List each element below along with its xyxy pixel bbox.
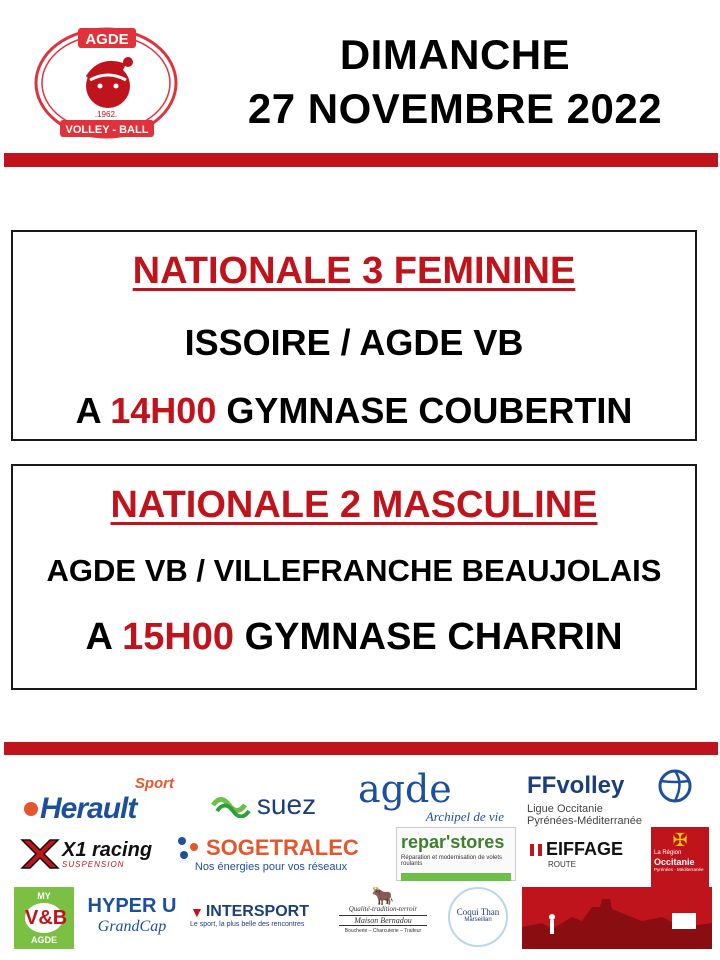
match-1-time-prefix: A (75, 390, 101, 431)
sponsor-reparstores (396, 827, 516, 881)
ffvolley-region: Pyrénées-Méditerranée (527, 815, 642, 827)
sponsor-ffvolley (527, 769, 692, 829)
logo-year: .1962. (94, 110, 118, 119)
herault-sport-label: Sport (134, 775, 174, 792)
occitanie-sub: Pyrénées · Méditerranée (654, 867, 704, 872)
bottom-red-band (4, 742, 718, 755)
vb-name: V&B (25, 903, 63, 933)
club-logo (30, 24, 182, 142)
match-2-title: NATIONALE 2 MASCULINE (110, 484, 598, 526)
eiffage-sub: ROUTE (548, 860, 576, 869)
sponsor-occitanie (651, 827, 709, 887)
suez-name: suez (256, 788, 317, 820)
x1-logo-icon (20, 838, 60, 870)
intersport-arrow-icon: ▼ (190, 904, 204, 920)
reparstores-tagline: Réparation et modernisation de volets roulants (401, 855, 503, 867)
volleyball-icon (658, 769, 692, 803)
hyperu-name: HYPER U (87, 895, 177, 917)
occitanie-cross-icon: ✠ (672, 830, 688, 850)
sogetralec-dots-icon (176, 835, 202, 861)
sogetralec-name: SOGETRALEC (206, 835, 359, 860)
sponsor-city-photo (522, 887, 712, 949)
intersport-tagline: Le sport, la plus belle des rencontres (190, 921, 305, 928)
agde-tagline: Archipel de vie (425, 809, 504, 824)
sponsor-vb (14, 887, 74, 949)
logo-bottom-text: VOLLEY - BALL (65, 124, 149, 136)
sponsor-suez (200, 787, 325, 822)
boucherie-top: Qualité-tradition-terroir (348, 905, 418, 913)
reparstores-bar (401, 873, 511, 881)
match-2-teams: AGDE VB / VILLEFRANCHE BEAUJOLAIS (46, 553, 662, 588)
herault-ball-icon (24, 802, 38, 816)
occitanie-name: Occitanie (654, 857, 695, 867)
eiffage-mark-icon (530, 844, 542, 856)
vb-my: MY (37, 891, 51, 901)
match-1-schedule (13, 390, 695, 432)
top-red-band (4, 153, 718, 167)
x1-name: X1 racing (62, 838, 153, 861)
vb-city: AGDE (30, 935, 57, 945)
event-day: DIMANCHE (339, 31, 571, 78)
coqui-city: Marseillan (464, 917, 492, 923)
sponsor-hyperu (84, 895, 180, 943)
match-card-2 (11, 464, 697, 690)
match-1-venue: GYMNASE COUBERTIN (226, 390, 633, 431)
herault-name: Herault (40, 792, 137, 825)
event-date (200, 28, 710, 136)
coqui-name: Coqui Than (456, 907, 500, 917)
sponsor-intersport (190, 903, 322, 937)
match-1-title: NATIONALE 3 FEMININE (132, 250, 576, 292)
sponsor-herault-sport (24, 775, 174, 830)
ffvolley-league: Ligue Occitanie (527, 803, 603, 815)
sogetralec-tagline: Nos énergies pour vos réseaux (194, 861, 348, 873)
boucherie-name: Maison Bernadou (339, 915, 427, 926)
occitanie-region-label: La Région (654, 850, 682, 856)
match-1-time: 14H00 (110, 390, 217, 431)
hyperu-sub: GrandCap (97, 918, 167, 935)
boucherie-bottom: Boucherie – Charcuterie – Traiteur (344, 928, 422, 934)
match-1-teams: ISSOIRE / AGDE VB (184, 322, 524, 363)
x1-sub: SUSPENSION (62, 859, 125, 869)
sponsor-strip (0, 755, 720, 960)
event-full-date: 27 NOVEMBRE 2022 (247, 85, 663, 132)
sponsor-eiffage (530, 839, 642, 879)
eiffage-name: EIFFAGE (546, 839, 624, 859)
sponsor-x1-racing (20, 837, 170, 871)
match-card-1 (11, 230, 697, 441)
bull-icon: 🐂 (371, 886, 395, 906)
match-2-time-prefix: A (85, 616, 112, 658)
intersport-name: INTERSPORT (205, 903, 309, 920)
match-2-time: 15H00 (122, 616, 235, 658)
sponsor-coqui-than (448, 887, 508, 947)
sponsor-maison-bernadou (333, 887, 433, 949)
agde-name: agde (358, 767, 452, 811)
ffvolley-name: FFvolley (527, 772, 625, 799)
reparstores-name: repar'stores (401, 832, 505, 852)
suez-wave-icon (209, 792, 253, 818)
sponsor-agde (352, 769, 512, 829)
sponsor-sogetralec (176, 835, 366, 885)
logo-top-text: AGDE (85, 31, 129, 48)
match-2-venue: GYMNASE CHARRIN (244, 616, 623, 658)
match-2-schedule (13, 616, 695, 659)
